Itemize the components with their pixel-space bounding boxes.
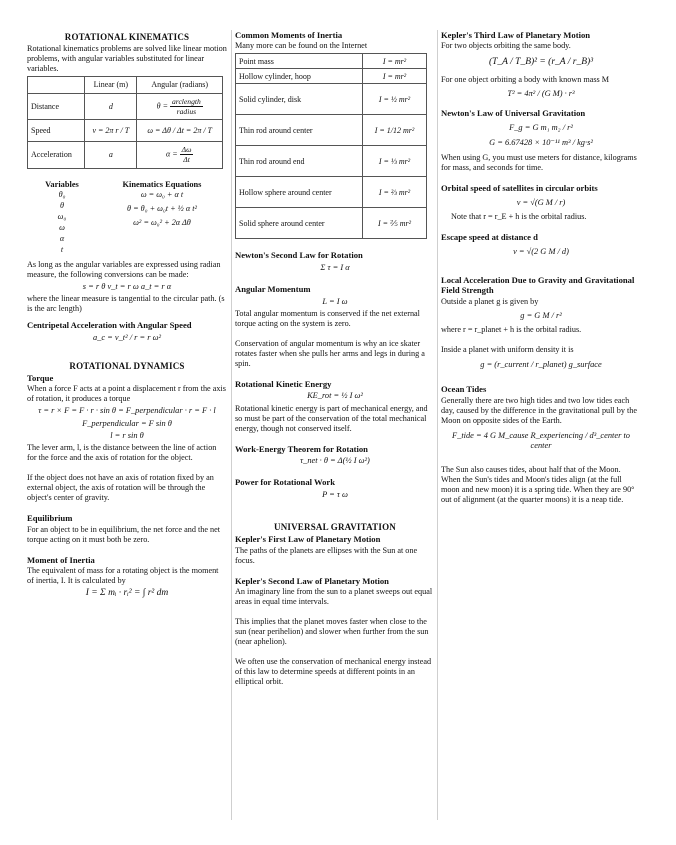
linear-cell: d: [85, 93, 137, 120]
variable: ω: [59, 222, 65, 232]
kepler-first-law-title: Kepler's First Law of Planetary Motion: [235, 534, 381, 545]
local-acceleration-inside: Inside a planet with uniform density it is: [441, 344, 574, 354]
table-row: [236, 115, 427, 146]
table-header: Angular (radians): [137, 76, 223, 93]
table-row: [236, 208, 427, 239]
common-moi-title: Common Moments of Inertia: [235, 30, 343, 40]
table-row: [236, 177, 427, 208]
torque-equation: F_perpendicular = F sin θ: [82, 418, 172, 428]
shape-cell: Solid sphere around center: [236, 208, 363, 239]
table-header-row: [28, 76, 223, 93]
linear-cell: v = 2π r / T: [85, 120, 137, 142]
moments-of-inertia-table: [235, 53, 427, 239]
universal-gravitation-title: Newton's Law of Universal Gravitation: [441, 108, 586, 119]
rotational-ke-title: Rotational Kinetic Energy: [235, 378, 332, 389]
column-divider: [437, 30, 438, 820]
common-moi-subtitle: Many more can be found on the Internet: [235, 41, 368, 51]
ocean-tides-text: Generally there are two high tides and two low tides each day, caused by the difference in the gravitational pull by the Moon on opposite sides of the Earth.: [441, 395, 637, 425]
table-row: [28, 142, 223, 169]
formula-cell: I = ½ mr²: [363, 84, 427, 115]
lever-text: The lever arm, l, is the distance between the line of action for the force and the axis of rotation for the object.: [27, 443, 217, 463]
moment-of-inertia-title: Moment of Inertia: [27, 554, 95, 565]
kepler-third-law-equation: T² = 4π² / (G M) · r³: [507, 89, 575, 99]
kepler-third-law-title: Kepler's Third Law of Planetary Motion: [441, 30, 591, 40]
section-title-rotational-dynamics: ROTATIONAL DYNAMICS: [69, 360, 185, 371]
angular-cell: α = $\frac{\Delta\omega}{\Delta t}$: [137, 142, 223, 169]
ocean-tides-title: Ocean Tides: [441, 384, 487, 395]
local-acceleration-title: Local Acceleration Due to Gravity and Gravitational Field Strength: [441, 274, 635, 296]
table-row: [236, 69, 427, 84]
kepler-second-law-text: We often use the conservation of mechanical energy instead of this law to determine speeds at different points in an elliptical orbit.: [235, 657, 432, 687]
torque-equation: τ = r × F = F · r · sin θ = F_perpendicular · r = F · l: [38, 406, 216, 416]
kepler-third-law-text: For two objects orbiting the same body.: [441, 41, 571, 51]
angular-momentum-title: Angular Momentum: [235, 284, 311, 295]
section-title-rotational-kinematics: ROTATIONAL KINEMATICS: [64, 32, 190, 42]
formula-cell: I = mr²: [363, 69, 427, 84]
row-label: Speed: [28, 120, 85, 142]
shape-cell: Point mass: [236, 54, 363, 69]
moment-of-inertia-text: The equivalent of mass for a rotating object is the moment of inertia, I. It is calculated by: [27, 566, 219, 586]
angular-cell: θ = $\frac{\text{arclength}}{\text{radius}}$: [137, 93, 223, 120]
kepler-third-law-equation: (T_A / T_B)² = (r_A / r_B)³: [488, 57, 594, 68]
table-row: [236, 146, 427, 177]
gravitational-constant-note: When using G, you must use meters for distance, kilograms for mass, and seconds for time.: [441, 153, 637, 173]
ocean-tides-equation: F_tide = 4 G M_cause R_experiencing / d³_center to center: [452, 430, 630, 450]
centripetal-title: Centripetal Acceleration with Angular Speed: [27, 320, 192, 331]
table-header: Linear (m): [85, 76, 137, 93]
local-acceleration-where: where r = r_planet + h is the orbital radius.: [441, 324, 582, 334]
universal-gravitation-equation: F_g = G m₁ m₂ / r²: [509, 122, 573, 132]
variable: α: [59, 233, 65, 243]
radian-note: As long as the angular variables are expressed using radian measure, the following conversions can be made:: [27, 259, 221, 279]
formula-cell: I = 1/12 mr²: [363, 115, 427, 146]
kepler-second-law-text: This implies that the planet moves faster when close to the sun (near perihelion) and slower when further from the sun (near aphelion).: [235, 617, 429, 647]
orbital-speed-note: Note that r = r_E + h is the orbital radius.: [451, 212, 587, 222]
rotational-ke-equation: KE_rot = ½ I ω²: [307, 391, 363, 401]
local-acceleration-equation: g = (r_current / r_planet) g_surface: [480, 359, 602, 369]
rk-intro: Rotational kinematics problems are solved like linear motion problems, with angular variables substituted for linear variables.: [27, 43, 227, 73]
rotational-ke-text: Rotational kinetic energy is part of mechanical energy, and so must be part of the conservation of the total mechanical energy, though not conserved itself.: [235, 403, 428, 433]
formula-cell: I = mr²: [363, 54, 427, 69]
shape-cell: Hollow sphere around center: [236, 177, 363, 208]
orbital-speed-title: Orbital speed of satellites in circular orbits: [441, 183, 598, 194]
conversions-equation: s = r θ v_t = r ω a_t = r α: [82, 281, 172, 291]
angular-momentum-text: Conservation of angular momentum is why an ice skater rotates faster when she pulls her arms and legs in during a spin.: [235, 338, 425, 368]
column-1: [27, 30, 227, 602]
torque-title: Torque: [27, 372, 54, 383]
torque-text: When a force F acts at a point a displacement r from the axis of rotation, it produces a torque: [27, 384, 226, 404]
work-energy-equation: τ_net · θ = Δ(½ I ω²): [300, 456, 370, 466]
kepler-second-law-text: An imaginary line from the sun to a planet sweeps out equal areas in equal time intervals.: [235, 587, 433, 607]
moment-of-inertia-equation: I = Σ mᵢ · rᵢ² = ∫ r² dm: [85, 588, 169, 599]
variable: θ: [59, 200, 65, 210]
kinematics-table: [27, 76, 223, 169]
local-acceleration-equation: g = G M / r²: [520, 310, 562, 320]
angular-momentum-text: Total angular momentum is conserved if the net external torque acting on the system is zero.: [235, 308, 420, 328]
power-title: Power for Rotational Work: [235, 477, 336, 488]
kinematics-equation: ω = ω₀ + α t: [140, 189, 184, 199]
angular-cell: ω = Δθ / Δt = 2π / T: [137, 120, 223, 142]
shape-cell: Solid cylinder, disk: [236, 84, 363, 115]
table-row: [28, 93, 223, 120]
equations-header: Kinematics Equations: [122, 179, 202, 189]
angular-momentum-equation: L = I ω: [322, 296, 348, 306]
work-energy-title: Work-Energy Theorem for Rotation: [235, 443, 368, 454]
kepler-first-law-text: The paths of the planets are ellipses with the Sun at one focus.: [235, 545, 418, 565]
table-row: [236, 84, 427, 115]
orbital-speed-equation: v = √(G M / r): [516, 197, 566, 207]
variable: ω₀: [57, 211, 67, 221]
equilibrium-title: Equilibrium: [27, 513, 73, 524]
power-equation: P = τ ω: [322, 489, 348, 499]
kinematics-equation: θ = θ₀ + ω₀t + ½ α t²: [127, 203, 197, 213]
sun-tides-text: The Sun also causes tides, about half that of the Moon. When the Sun's tides and Moon's tides align (at the full moon and new moon) it is a spring tide. When they are 90° out of alignment (at the quarter moons) it is a neap tide.: [441, 465, 635, 505]
escape-speed-title: Escape speed at distance d: [441, 232, 538, 243]
tangent-note: where the linear measure is tangential to the circular path. (s is the arc length): [27, 294, 225, 314]
column-2: [235, 30, 435, 688]
local-acceleration-text: Outside a planet g is given by: [441, 296, 539, 306]
formula-cell: I = ⅓ mr²: [363, 146, 427, 177]
kepler-second-law-title: Kepler's Second Law of Planetary Motion: [235, 575, 389, 586]
variables-equations-block: [27, 180, 227, 256]
newton-second-law-rotation-equation: Σ τ = I α: [320, 262, 350, 272]
section-title-universal-gravitation: UNIVERSAL GRAVITATION: [274, 522, 396, 533]
table-row: [236, 54, 427, 69]
torque-equation: l = r sin θ: [110, 430, 144, 440]
shape-cell: Hollow cylinder, hoop: [236, 69, 363, 84]
axis-text: If the object does not have an axis of rotation fixed by an external object, the axis of rotation will be through the object's center of gravity.: [27, 473, 214, 503]
column-3: [441, 30, 641, 506]
table-header: [28, 76, 85, 93]
kinematics-equation: ω² = ω₀² + 2α Δθ: [133, 217, 191, 227]
linear-cell: a: [85, 142, 137, 169]
table-row: [28, 120, 223, 142]
shape-cell: Thin rod around center: [236, 115, 363, 146]
newton-second-law-rotation-title: Newton's Second Law for Rotation: [235, 250, 363, 261]
kepler-third-law-text: For one object orbiting a body with known mass M: [441, 75, 610, 85]
row-label: Distance: [28, 93, 85, 120]
column-divider: [231, 30, 232, 820]
centripetal-equation: a_c = v_t² / r = r ω²: [92, 332, 162, 342]
gravitational-constant: G = 6.67428 × 10⁻¹¹ m³ / kg·s²: [489, 138, 593, 148]
formula-cell: I = ⅔ mr²: [363, 177, 427, 208]
escape-speed-equation: v = √(2 G M / d): [513, 246, 569, 256]
equilibrium-text: For an object to be in equilibrium, the net force and the net torque acting on it must both be zero.: [27, 524, 221, 544]
variable: θ₀: [58, 189, 66, 199]
formula-cell: I = ⅖ mr²: [363, 208, 427, 239]
row-label: Acceleration: [28, 142, 85, 169]
shape-cell: Thin rod around end: [236, 146, 363, 177]
variable: t: [60, 244, 64, 254]
variables-header: Variables: [45, 179, 79, 189]
